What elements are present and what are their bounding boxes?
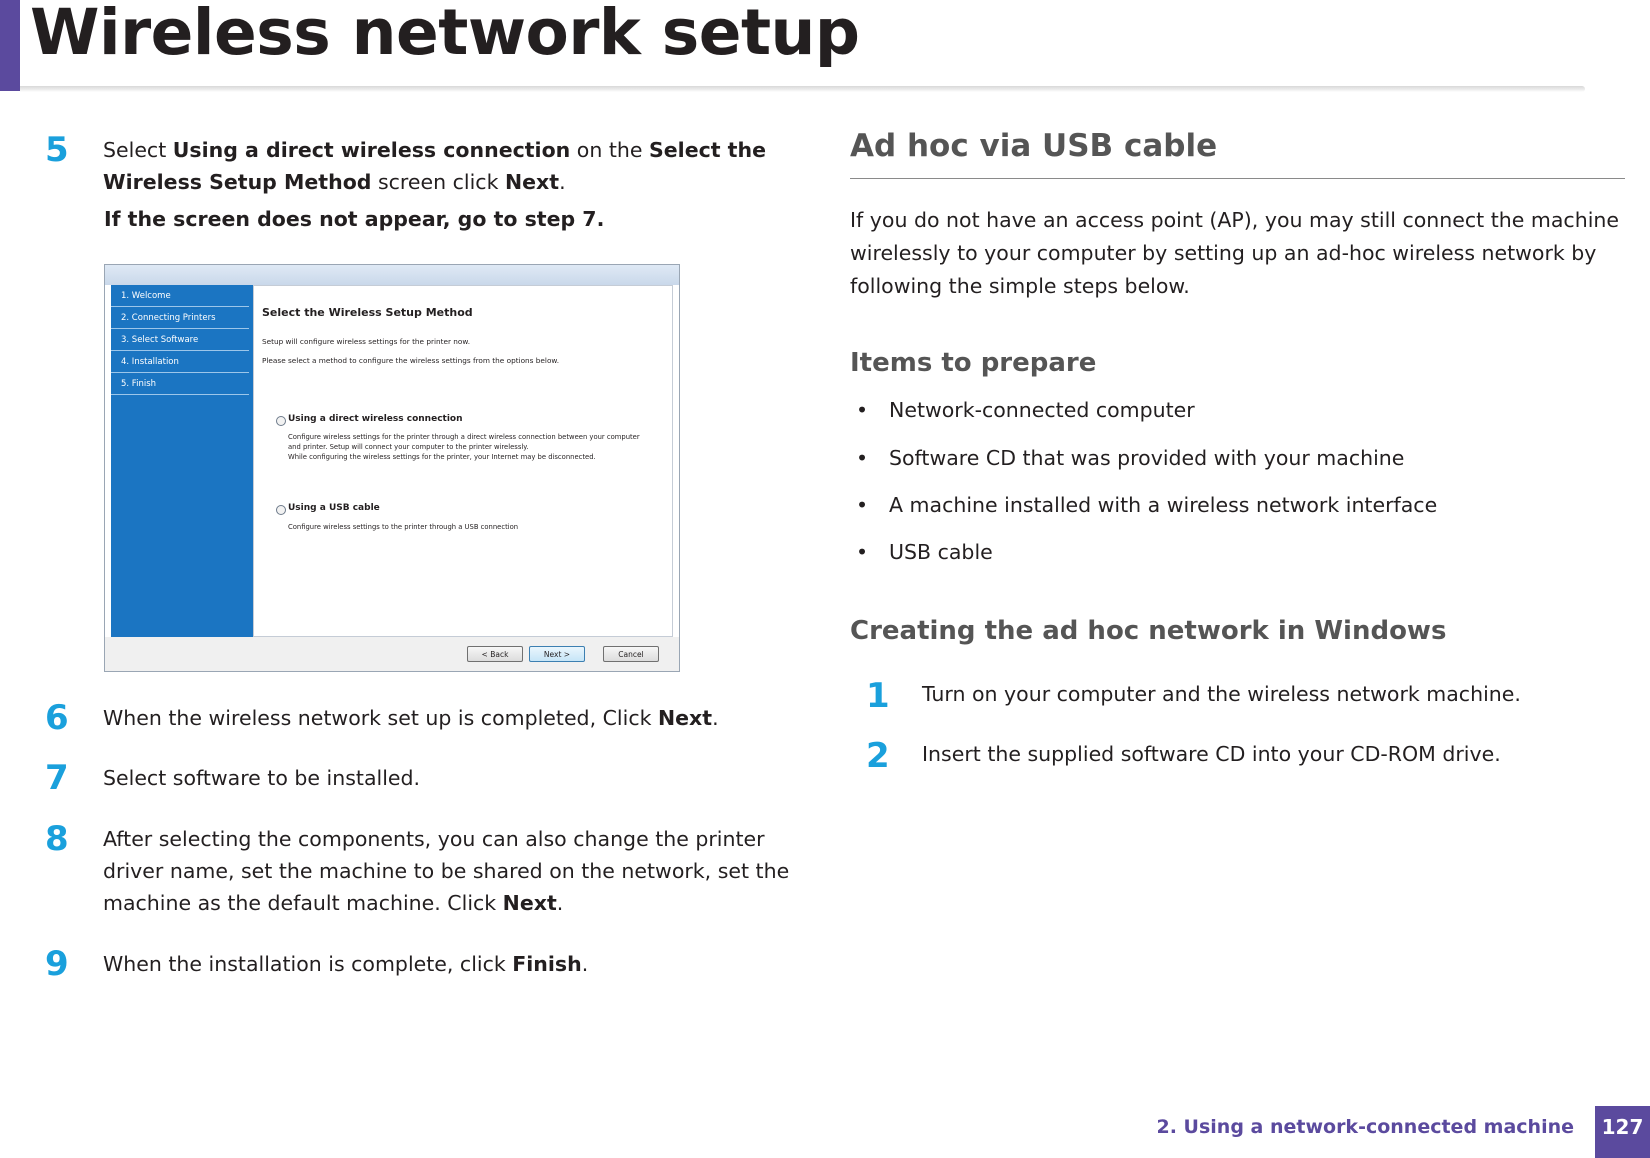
dialog-nav-installation: 4. Installation [111, 351, 249, 373]
bold-run: Next [657, 706, 713, 730]
step-text: Select software to be installed. [103, 766, 421, 790]
bullet-icon: • [856, 398, 869, 422]
dialog-titlebar [105, 265, 679, 285]
radio-direct-wireless [276, 416, 286, 426]
list-item [856, 446, 1404, 470]
dialog-intro-line: Please select a method to configure the wireless settings from the options below. [262, 356, 560, 365]
step-note [104, 207, 604, 231]
bold-run: Finish [512, 952, 582, 976]
dialog-nav-connecting-printers: 2. Connecting Printers [111, 307, 249, 329]
list-item [856, 493, 1437, 517]
step-text: Insert the supplied software CD into your CD-ROM drive. [922, 742, 1501, 766]
option-description: Configure wireless settings for the printer through a direct wireless connection between your computer [288, 433, 640, 441]
list-item-text: Software CD that was provided with your machine [889, 446, 1405, 470]
bold-run: Next [502, 891, 557, 915]
dialog-sidebar [111, 285, 253, 637]
step-text [103, 134, 843, 198]
text-run: . [712, 706, 719, 730]
step-text [103, 702, 843, 734]
text-run: . [596, 207, 605, 231]
bullet-icon: • [856, 540, 869, 564]
step-number: 9 [45, 944, 69, 984]
dialog-nav-welcome: 1. Welcome [111, 285, 249, 307]
header-accent-bar [0, 0, 20, 91]
dialog-footer [105, 637, 679, 672]
text-run: . [559, 170, 566, 194]
page-number: 127 [1595, 1106, 1650, 1158]
dialog-nav-select-software: 3. Select Software [111, 329, 249, 351]
title-underline [20, 86, 1585, 92]
step-number: 5 [45, 130, 69, 170]
list-item [856, 540, 993, 564]
footer-section-title: 2. Using a network-connected machine [1156, 1116, 1574, 1138]
option-direct-wireless-label: Using a direct wireless connection [288, 414, 463, 424]
option-description: While configuring the wireless settings for the printer, your Internet may be disconnected. [288, 453, 596, 461]
radio-usb-cable [276, 505, 286, 515]
option-description: and printer. Setup will connect your computer to the printer wirelessly. [288, 443, 529, 451]
bullet-icon: • [856, 493, 869, 517]
bold-run: Select the Wireless Setup Method [103, 138, 766, 194]
dialog-nav-finish: 5. Finish [111, 373, 249, 395]
list-item-text: Network-connected computer [889, 398, 1195, 422]
step-number: 2 [866, 736, 890, 776]
items-heading: Items to prepare [850, 348, 1097, 378]
next-button: Next > [529, 646, 585, 662]
option-description: Configure wireless settings to the printer through a USB connection [288, 523, 519, 531]
bold-run: If the screen does not appear, go to step 7 [104, 207, 597, 231]
text-run: on the [570, 138, 649, 162]
bold-run: Next [504, 170, 560, 194]
step-number: 1 [866, 676, 890, 716]
creating-heading: Creating the ad hoc network in Windows [850, 616, 1447, 646]
list-item-text: USB cable [889, 540, 993, 564]
step-text: Turn on your computer and the wireless network machine. [922, 682, 1521, 706]
dialog-heading: Select the Wireless Setup Method [262, 306, 473, 319]
step-text [103, 823, 831, 919]
text-run: screen click [371, 170, 505, 194]
dialog-content [253, 285, 673, 637]
text-run: Select [103, 138, 173, 162]
bullet-icon: • [856, 446, 869, 470]
section-heading: Ad hoc via USB cable [850, 128, 1218, 164]
list-item-text: A machine installed with a wireless network interface [889, 493, 1438, 517]
text-run: After selecting the components, you can also change the printer driver name, set the machine to be shared on the network, set the machine as the default machine. Click [103, 827, 790, 915]
cancel-button: Cancel [603, 646, 659, 662]
dialog-intro-line: Setup will configure wireless settings for the printer now. [262, 337, 471, 346]
option-usb-cable-label: Using a USB cable [288, 503, 380, 513]
back-button: < Back [467, 646, 523, 662]
step-number: 7 [45, 758, 69, 798]
page-title: Wireless network setup [30, 0, 860, 69]
step-number: 6 [45, 698, 69, 738]
setup-dialog-screenshot [104, 264, 680, 672]
text-run: . [556, 891, 564, 915]
section-rule [850, 178, 1625, 179]
list-item [856, 398, 1195, 422]
step-text [103, 948, 843, 980]
text-run: When the installation is complete, click [103, 952, 513, 976]
step-number: 8 [45, 819, 69, 859]
text-run: When the wireless network set up is completed, Click [103, 706, 658, 730]
intro-paragraph: If you do not have an access point (AP), you may still connect the machine wirelessly to your computer by setting up an ad-hoc wireless network by following the simple steps below. [850, 208, 1619, 298]
text-run: . [581, 952, 589, 976]
bold-run: Using a direct wireless connection [172, 138, 571, 162]
